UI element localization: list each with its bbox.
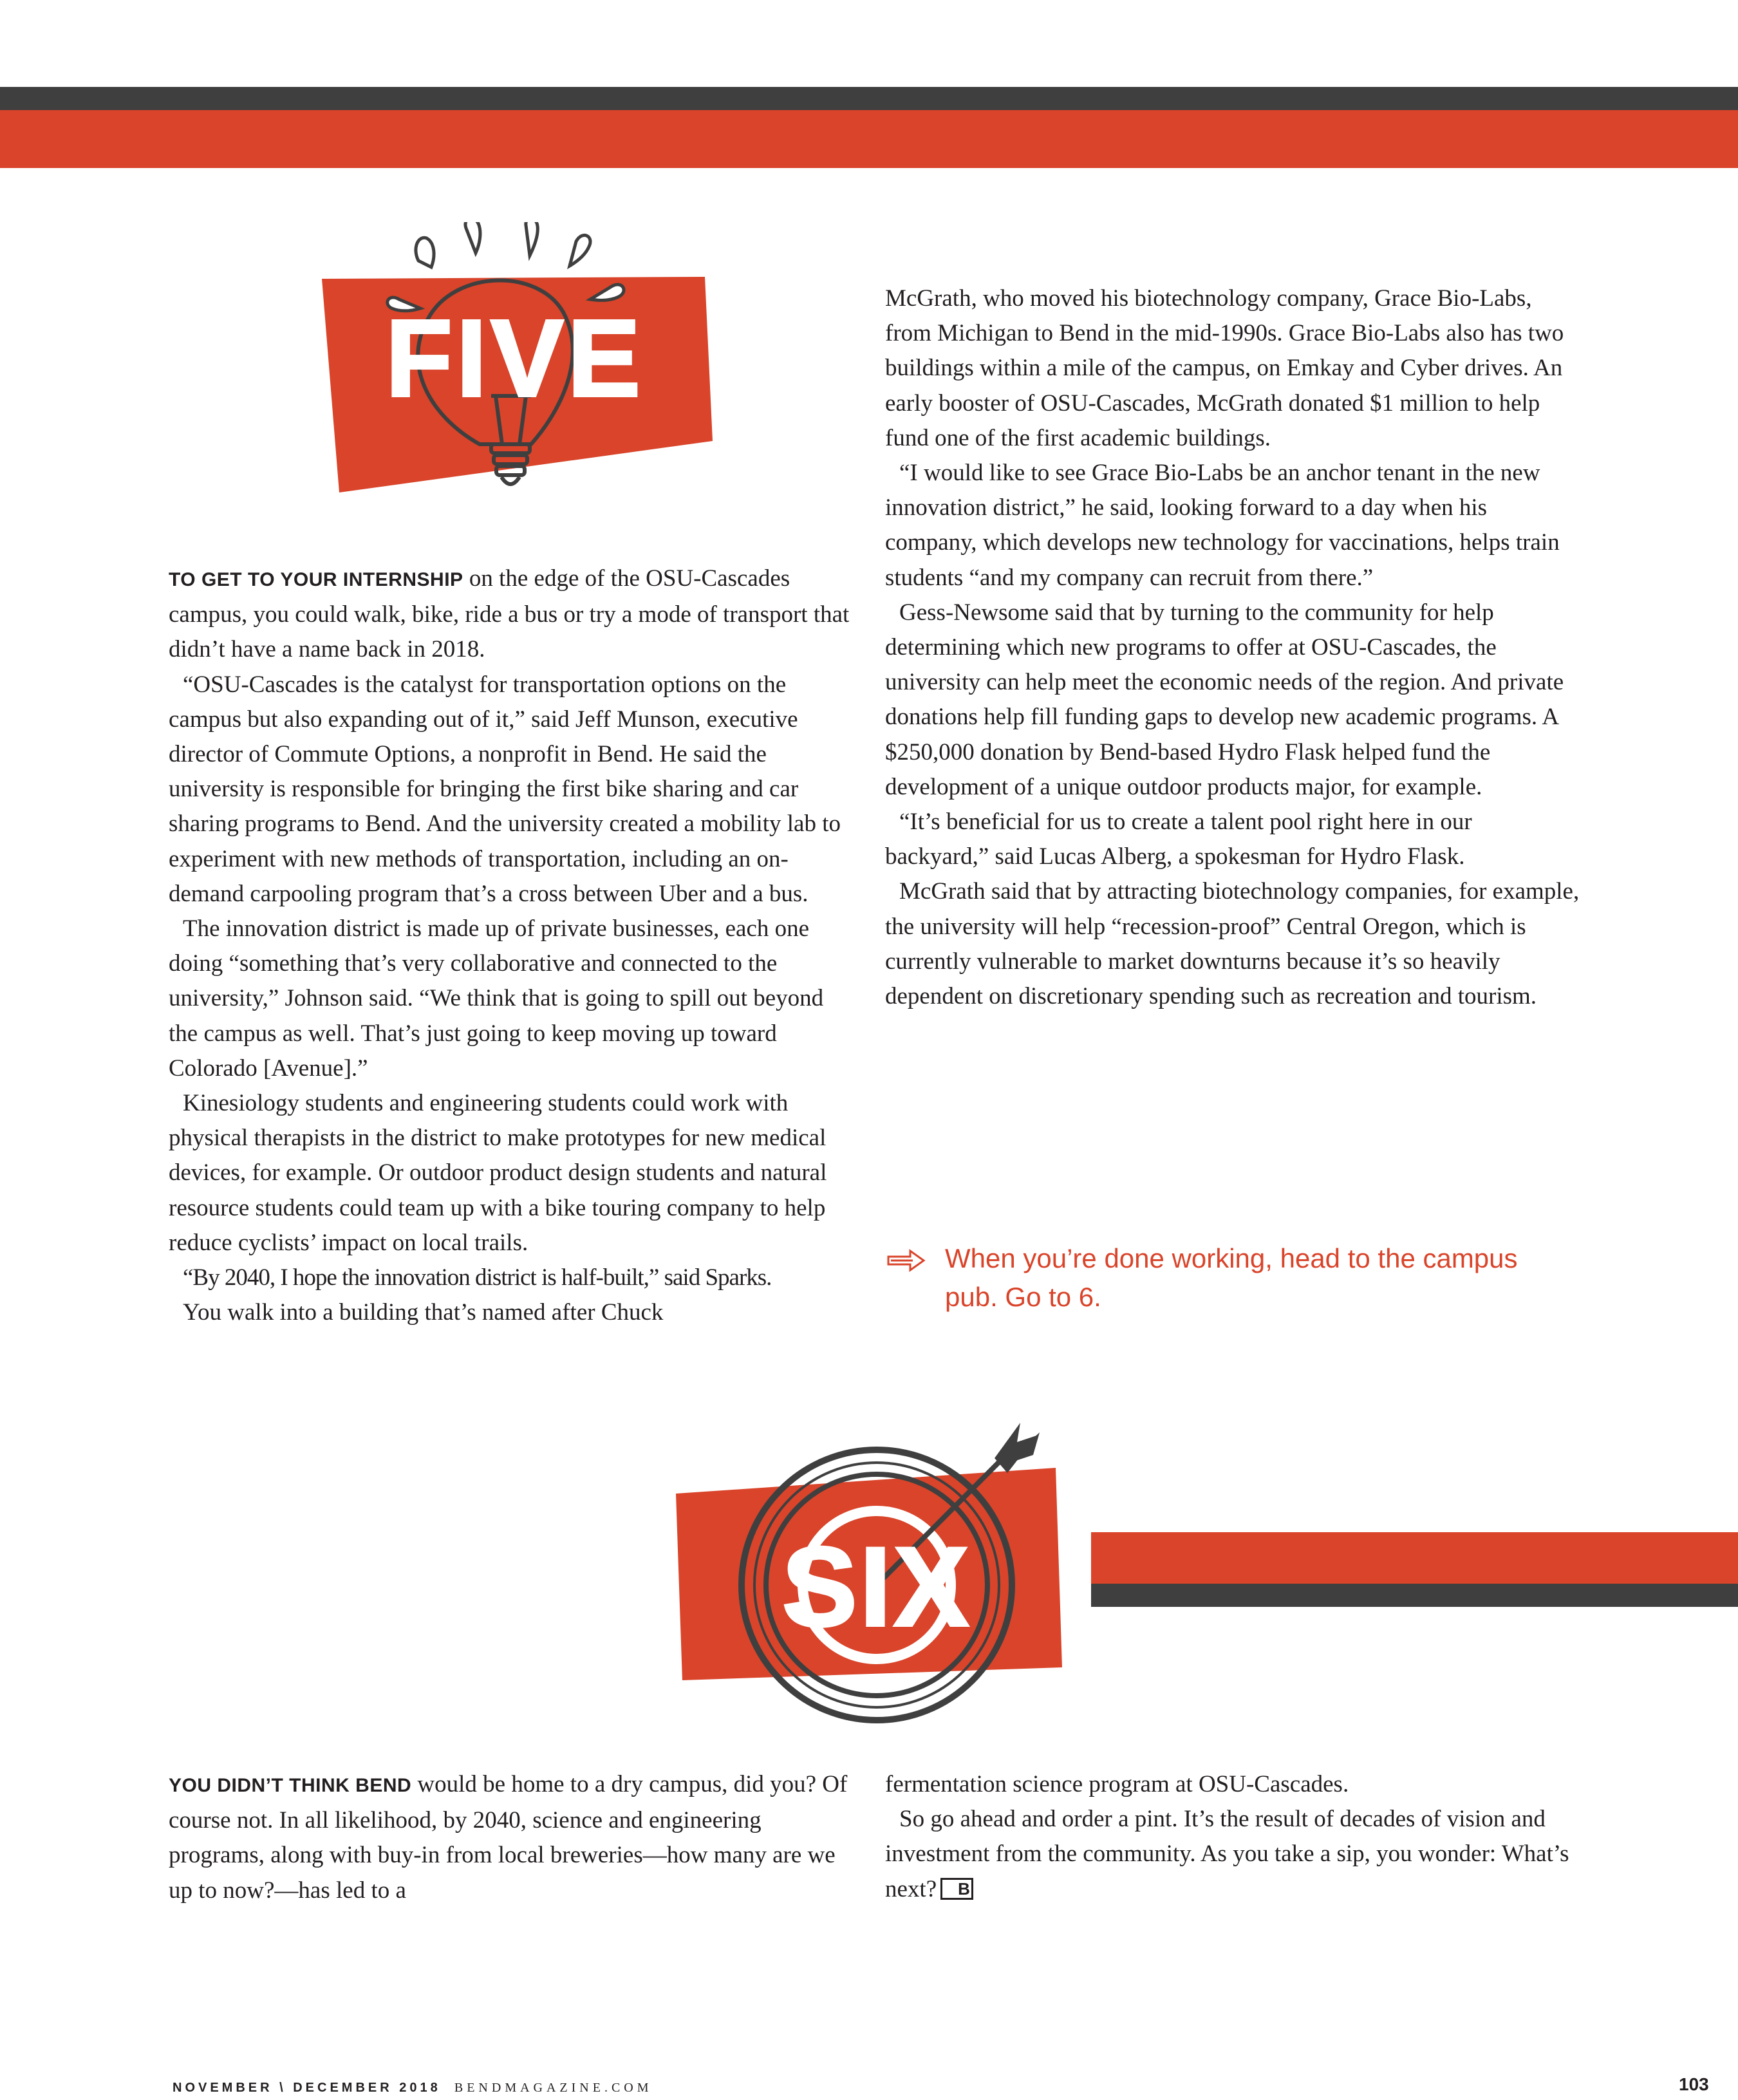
next-step-note: When you’re done working, head to the campus pub. Go to 6. xyxy=(945,1243,1518,1312)
section-five-left-column xyxy=(169,561,851,1330)
paragraph: Kinesiology students and engineering students could work with physical therapists in the district to make prototypes for new medical devices, for example. Or outdoor product design students and natural resource students could team up with a bike touring company to help reduce cyclists’ impact on local trails. xyxy=(169,1090,827,1256)
mid-accent-stripe xyxy=(1091,1532,1738,1584)
six-badge xyxy=(669,1403,1069,1725)
footer-issue: NOVEMBER \ DECEMBER 2018 xyxy=(173,2081,441,2095)
section-six-right-column xyxy=(885,1767,1580,1907)
paragraph: McGrath said that by attracting biotechnology companies, for example, the university will help “recession-proof” Central Oregon, which is currently vulnerable to market downturns because it’s so heavily dependent on discretionary spending such as recreation and tourism. xyxy=(885,878,1580,1010)
paragraph: “OSU-Cascades is the catalyst for transportation options on the campus but also expanding out of it,” said Jeff Munson, executive director of Commute Options, a nonprofit in Bend. He said the university is responsible for bringing the first bike sharing and car sharing programs to Bend. And the university created a mobility lab to experiment with new methods of transportation, including an on-demand carpooling program that’s a cross between Uber and a bus. xyxy=(169,671,841,907)
footer-site: BENDMAGAZINE.COM xyxy=(454,2081,653,2095)
paragraph: “I would like to see Grace Bio-Labs be an anchor tenant in the new innovation district,” he said, looking forward to a day when his company, which develops new technology for vaccinations, helps train students “and my company can recruit from there.” xyxy=(885,460,1560,591)
mid-dark-stripe xyxy=(1091,1584,1738,1607)
five-badge xyxy=(319,222,718,512)
six-badge-text: SIX xyxy=(781,1524,972,1650)
end-mark: B xyxy=(940,1878,973,1900)
top-accent-stripe xyxy=(0,110,1738,168)
section-five-intro-paragraph: TO GET TO YOUR INTERNSHIP on the edge of the OSU-Cascades campus, you could walk, bike, ride a bus or try a mode of transport that didn’t have a name back in 2018. xyxy=(169,565,850,663)
page-number: 103 xyxy=(1679,2074,1709,2094)
paragraph: McGrath, who moved his biotechnology company, Grace Bio-Labs, from Michigan to Bend in the mid-1990s. Grace Bio-Labs also has two buildings within a mile of the campus, on Emkay and Cyber drives. An early booster of OSU-Cascades, McGrath donated $1 million to help fund one of the first academic buildings. xyxy=(885,285,1564,451)
section-five-right-column xyxy=(885,281,1580,1014)
section-six-left-column xyxy=(169,1767,851,1908)
paragraph: So go ahead and order a pint. It’s the result of decades of vision and investment from the community. As you take a sip, you wonder: What’s next? B xyxy=(885,1806,1569,1902)
footer xyxy=(173,2081,653,2095)
paragraph: You walk into a building that’s named after Chuck xyxy=(183,1299,664,1326)
paragraph: “It’s beneficial for us to create a talent pool right here in our backyard,” said Lucas Alberg, a spokesman for Hydro Flask. xyxy=(885,809,1472,870)
paragraph: Gess-Newsome said that by turning to the community for help determining which new programs to offer at OSU-Cascades, the university can help meet the economic needs of the region. And private donations help fill funding gaps to develop new academic programs. A $250,000 donation by Bend-based Hydro Flask helped fund the development of a unique outdoor products major, for example. xyxy=(885,599,1564,800)
paragraph: fermentation science program at OSU-Cascades. xyxy=(885,1771,1349,1797)
paragraph: “By 2040, I hope the innovation district is half-built,” said Sparks. xyxy=(183,1264,772,1291)
section-six-intro-paragraph: YOU DIDN’T THINK BEND would be home to a dry campus, did you? Of course not. In all likelihood, by 2040, science and engineering programs, along with buy-in from local breweries—how many are we up to now?—has led to a xyxy=(169,1771,848,1904)
top-dark-stripe xyxy=(0,87,1738,110)
section-six-lead-in: YOU DIDN’T THINK BEND xyxy=(169,1775,412,1796)
five-badge-text: FIVE xyxy=(386,297,644,420)
arrow-right-icon xyxy=(887,1249,926,1275)
section-five-lead-in: TO GET TO YOUR INTERNSHIP xyxy=(169,569,463,590)
paragraph: The innovation district is made up of private businesses, each one doing “something that’s very collaborative and connected to the university,” Johnson said. “We think that is going to spill out beyond the campus as well. That’s just going to keep moving up toward Colorado [Avenue].” xyxy=(169,915,824,1082)
